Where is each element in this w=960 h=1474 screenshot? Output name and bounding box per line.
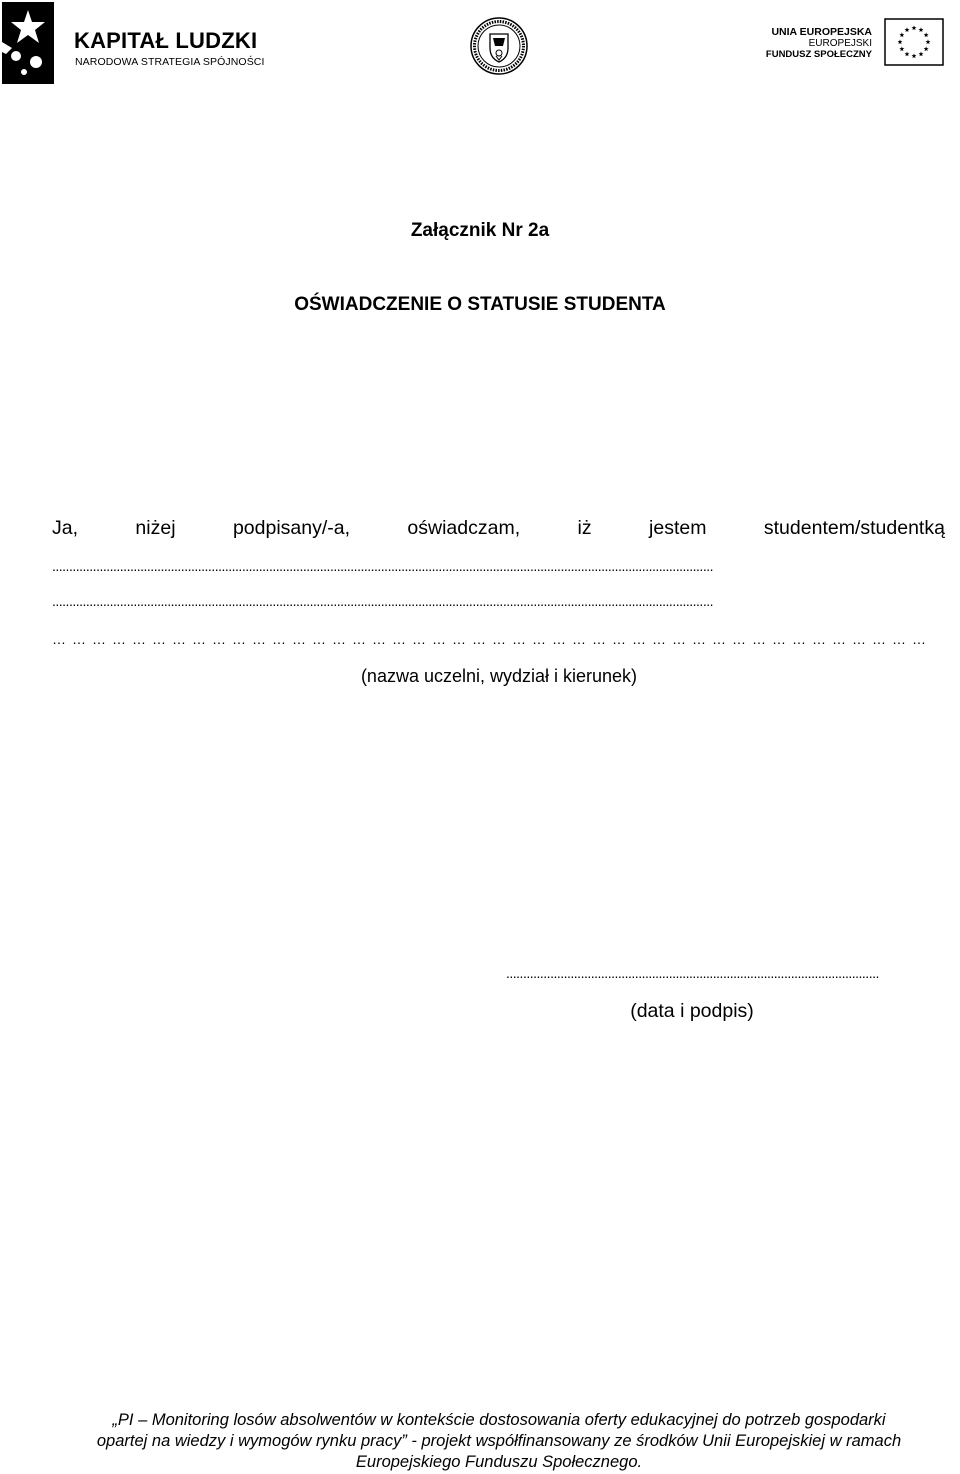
- footer-line-3: Europejskiego Funduszu Społecznego.: [355, 1453, 643, 1471]
- eu-line-1: UNIA EUROPEJSKA: [771, 26, 872, 38]
- footer: [0, 1410, 960, 1473]
- footer-line-1: „PI – Monitoring losów absolwentów w kontekście dostosowania oferty edukacyjnej do potrzeb gospodarki: [112, 1411, 886, 1429]
- annex-label: Załącznik Nr 2a: [410, 220, 550, 241]
- kapital-ludzki-title: KAPITAŁ LUDZKI: [74, 28, 258, 53]
- fill-in-line-1: ...................................................................................................................................................................................................: [52, 558, 713, 574]
- statement-word: podpisany/-a,: [232, 517, 351, 539]
- statement-word: Ja,: [52, 517, 79, 539]
- footer-line-2: opartej na wiedzy i wymogów rynku pracy” - projekt współfinansowany ze środków Unii Europejskiej w ramach: [96, 1432, 902, 1450]
- statement-word: jestem: [649, 517, 707, 539]
- fill-in-line-2: ...................................................................................................................................................................................................: [52, 593, 713, 609]
- statement-word: oświadczam,: [407, 517, 521, 539]
- university-seal: [468, 16, 530, 76]
- eu-line-2: EUROPEJSKI: [808, 38, 872, 49]
- kapital-ludzki-logo: [2, 2, 265, 84]
- statement-word: niżej: [135, 517, 176, 539]
- kapital-ludzki-subtitle: NARODOWA STRATEGIA SPÓJNOŚCI: [75, 56, 265, 68]
- eu-logo: [765, 18, 960, 70]
- statement-word: iż: [577, 517, 592, 539]
- eu-line-3: FUNDUSZ SPOŁECZNY: [765, 49, 872, 60]
- school-caption: (nazwa uczelni, wydział i kierunek): [360, 666, 638, 686]
- document-title: OŚWIADCZENIE O STATUSIE STUDENTA: [294, 294, 666, 315]
- university-seal-icon: [468, 16, 530, 76]
- signature-caption: (data i podpis): [630, 1000, 754, 1022]
- eu-flag-icon: [884, 18, 944, 66]
- statement-line: [52, 517, 945, 540]
- fill-in-line-3: ……………………………………………………………………………………………………………………: [52, 631, 932, 647]
- signature-line: ..............................................................................................................: [506, 965, 879, 981]
- kapital-ludzki-star-icon: [2, 2, 54, 84]
- statement-word: studentem/studentką: [763, 517, 945, 539]
